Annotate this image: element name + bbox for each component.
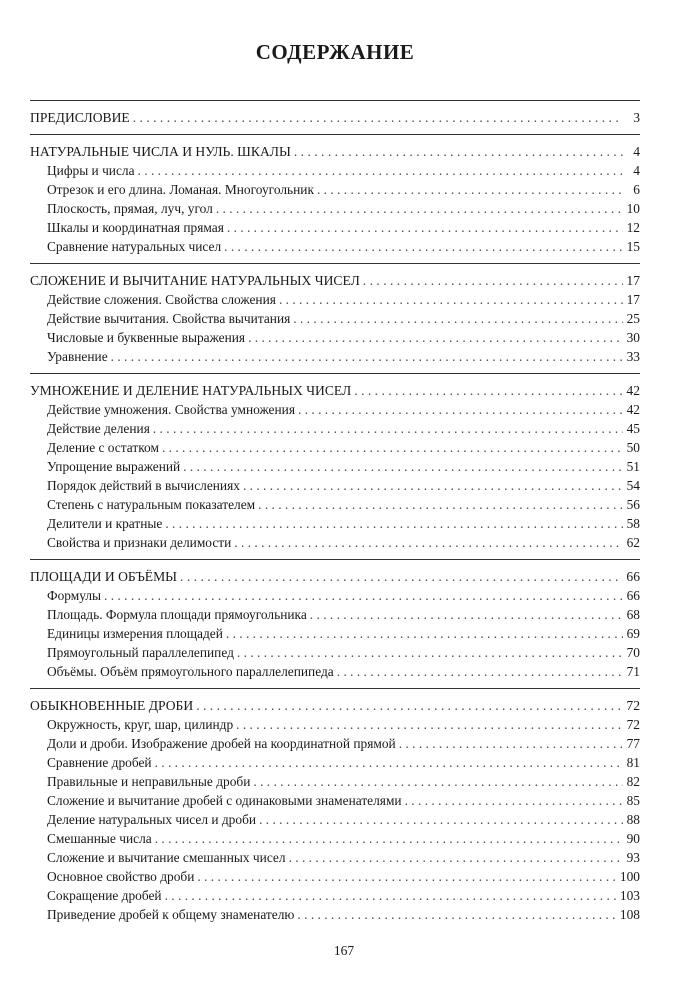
- entry-page-number: 100: [619, 869, 640, 884]
- chapter-title: НАТУРАЛЬНЫЕ ЧИСЛА И НУЛЬ. ШКАЛЫ: [30, 144, 291, 159]
- toc-entry: [30, 848, 640, 867]
- toc-entry: [30, 753, 640, 772]
- dot-leader: [153, 419, 623, 438]
- entry-page-number: 17: [626, 292, 640, 307]
- chapter-title: ПЛОЩАДИ И ОБЪЁМЫ: [30, 569, 178, 584]
- dot-leader: [183, 457, 623, 476]
- toc-entry: [30, 476, 640, 495]
- entry-title: Деление с остатком: [47, 440, 159, 455]
- toc-entry: [30, 400, 640, 419]
- entry-title: Плоскость, прямая, луч, угол: [47, 201, 213, 216]
- entry-page-number: 4: [633, 163, 640, 178]
- chapter-page-number: 17: [626, 273, 640, 288]
- toc-entry: [30, 237, 640, 256]
- entry-title: Делители и кратные: [47, 516, 163, 531]
- dot-leader: [259, 810, 623, 829]
- entry-page-number: 70: [626, 645, 640, 660]
- entry-title: Правильные и неправильные дроби: [47, 774, 251, 789]
- entry-title: Доли и дроби. Изображение дробей на координатной прямой: [47, 736, 396, 751]
- toc-entry: [30, 514, 640, 533]
- toc-entry: [30, 605, 640, 624]
- toc-entry: [30, 199, 640, 218]
- entry-title: Формулы: [47, 588, 102, 603]
- entry-title: Числовые и буквенные выражения: [47, 330, 246, 345]
- dot-leader: [180, 567, 623, 586]
- entry-page-number: 108: [619, 907, 640, 922]
- toc-entry: [30, 734, 640, 753]
- entry-title: Основное свойство дроби: [47, 869, 195, 884]
- entry-page-number: 50: [626, 440, 640, 455]
- toc-chapter-entry: [30, 108, 640, 127]
- page-number: 167: [333, 943, 355, 958]
- dot-leader: [258, 495, 623, 514]
- entry-page-number: 25: [626, 311, 640, 326]
- toc-entry: [30, 309, 640, 328]
- entry-page-number: 82: [626, 774, 640, 789]
- chapter-title: СЛОЖЕНИЕ И ВЫЧИТАНИЕ НАТУРАЛЬНЫХ ЧИСЕЛ: [30, 273, 360, 288]
- entry-title: Объёмы. Объём прямоугольного параллелепипеда: [47, 664, 334, 679]
- entry-page-number: 72: [626, 717, 640, 732]
- toc-entry: [30, 438, 640, 457]
- dot-leader: [248, 328, 623, 347]
- entry-page-number: 71: [626, 664, 640, 679]
- entry-page-number: 85: [626, 793, 640, 808]
- entry-title: Приведение дробей к общему знаменателю: [47, 907, 295, 922]
- toc-entry: [30, 791, 640, 810]
- chapter-page-number: 66: [626, 569, 640, 584]
- dot-leader: [216, 199, 623, 218]
- dot-leader: [289, 848, 623, 867]
- entry-title: Действие вычитания. Свойства вычитания: [47, 311, 291, 326]
- entry-page-number: 66: [626, 588, 640, 603]
- toc-entry: [30, 905, 640, 924]
- entry-title: Сокращение дробей: [47, 888, 162, 903]
- entry-page-number: 42: [626, 402, 640, 417]
- chapter-page-number: 42: [626, 383, 640, 398]
- entry-title: Сложение и вычитание смешанных чисел: [47, 850, 286, 865]
- dot-leader: [234, 533, 623, 552]
- dot-leader: [104, 586, 623, 605]
- dot-leader: [237, 643, 623, 662]
- entry-page-number: 6: [633, 182, 640, 197]
- dot-leader: [138, 161, 623, 180]
- entry-title: Степень с натуральным показателем: [47, 497, 256, 512]
- dot-leader: [196, 696, 623, 715]
- entry-title: Окружность, круг, шар, цилиндр: [47, 717, 234, 732]
- chapter-page-number: 72: [626, 698, 640, 713]
- dot-leader: [279, 290, 623, 309]
- page-title: СОДЕРЖАНИЕ: [255, 40, 415, 64]
- entry-page-number: 88: [626, 812, 640, 827]
- entry-title: Единицы измерения площадей: [47, 626, 223, 641]
- toc-entry: [30, 347, 640, 366]
- toc-chapter: [30, 134, 640, 263]
- entry-page-number: 30: [626, 330, 640, 345]
- toc-entry: [30, 867, 640, 886]
- toc-entry: [30, 161, 640, 180]
- entry-page-number: 68: [626, 607, 640, 622]
- toc-chapter: [30, 263, 640, 373]
- dot-leader: [298, 400, 623, 419]
- dot-leader: [224, 237, 623, 256]
- entry-title: Свойства и признаки делимости: [47, 535, 232, 550]
- dot-leader: [155, 829, 623, 848]
- toc-entry: [30, 715, 640, 734]
- toc-entry: [30, 290, 640, 309]
- entry-title: Прямоугольный параллелепипед: [47, 645, 234, 660]
- entry-page-number: 33: [626, 349, 640, 364]
- toc-entry: [30, 886, 640, 905]
- toc-entry: [30, 457, 640, 476]
- dot-leader: [317, 180, 623, 199]
- dot-leader: [111, 347, 623, 366]
- toc-chapter: [30, 688, 640, 931]
- entry-page-number: 56: [626, 497, 640, 512]
- entry-title: Порядок действий в вычислениях: [47, 478, 240, 493]
- toc-entry: [30, 586, 640, 605]
- dot-leader: [243, 476, 623, 495]
- entry-title: Уравнение: [47, 349, 108, 364]
- dot-leader: [226, 624, 623, 643]
- entry-page-number: 81: [626, 755, 640, 770]
- toc-chapter: [30, 559, 640, 688]
- entry-title: Деление натуральных чисел и дроби: [47, 812, 257, 827]
- entry-title: Сложение и вычитание дробей с одинаковыми знаменателями: [47, 793, 402, 808]
- entry-title: Сравнение дробей: [47, 755, 152, 770]
- toc-entry: [30, 624, 640, 643]
- chapter-title: ПРЕДИСЛОВИЕ: [30, 110, 130, 125]
- dot-leader: [354, 381, 623, 400]
- entry-page-number: 93: [626, 850, 640, 865]
- entry-title: Площадь. Формула площади прямоугольника: [47, 607, 307, 622]
- toc-entry: [30, 810, 640, 829]
- dot-leader: [399, 734, 623, 753]
- entry-page-number: 54: [626, 478, 640, 493]
- table-of-contents: [30, 100, 640, 931]
- entry-title: Шкалы и координатная прямая: [47, 220, 224, 235]
- toc-entry: [30, 643, 640, 662]
- dot-leader: [363, 271, 623, 290]
- entry-page-number: 62: [626, 535, 640, 550]
- toc-entry: [30, 662, 640, 681]
- entry-page-number: 103: [619, 888, 640, 903]
- chapter-page-number: 3: [633, 110, 640, 125]
- dot-leader: [133, 108, 623, 127]
- entry-title: Действие умножения. Свойства умножения: [47, 402, 295, 417]
- toc-chapter-entry: [30, 271, 640, 290]
- dot-leader: [294, 142, 623, 161]
- toc-chapter: [30, 100, 640, 134]
- entry-page-number: 90: [626, 831, 640, 846]
- toc-entry: [30, 180, 640, 199]
- toc-entry: [30, 772, 640, 791]
- toc-entry: [30, 218, 640, 237]
- dot-leader: [162, 438, 623, 457]
- entry-title: Упрощение выражений: [47, 459, 181, 474]
- entry-title: Сравнение натуральных чисел: [47, 239, 222, 254]
- dot-leader: [337, 662, 623, 681]
- toc-entry: [30, 495, 640, 514]
- dot-leader: [155, 753, 623, 772]
- entry-page-number: 58: [626, 516, 640, 531]
- dot-leader: [253, 772, 623, 791]
- dot-leader: [405, 791, 623, 810]
- toc-chapter-entry: [30, 696, 640, 715]
- dot-leader: [293, 309, 623, 328]
- toc-chapter-entry: [30, 567, 640, 586]
- toc-entry: [30, 829, 640, 848]
- entry-page-number: 69: [626, 626, 640, 641]
- entry-page-number: 45: [626, 421, 640, 436]
- toc-entry: [30, 419, 640, 438]
- toc-entry: [30, 533, 640, 552]
- chapter-page-number: 4: [633, 144, 640, 159]
- entry-page-number: 15: [626, 239, 640, 254]
- toc-chapter: [30, 373, 640, 559]
- toc-chapter-entry: [30, 381, 640, 400]
- dot-leader: [310, 605, 623, 624]
- entry-title: Действие сложения. Свойства сложения: [47, 292, 276, 307]
- dot-leader: [227, 218, 623, 237]
- entry-title: Отрезок и его длина. Ломаная. Многоугольник: [47, 182, 314, 197]
- dot-leader: [165, 514, 623, 533]
- entry-title: Цифры и числа: [47, 163, 135, 178]
- entry-page-number: 12: [626, 220, 640, 235]
- dot-leader: [165, 886, 617, 905]
- entry-page-number: 77: [626, 736, 640, 751]
- toc-entry: [30, 328, 640, 347]
- entry-title: Действие деления: [47, 421, 150, 436]
- entry-title: Смешанные числа: [47, 831, 152, 846]
- entry-page-number: 51: [626, 459, 640, 474]
- dot-leader: [236, 715, 623, 734]
- chapter-title: ОБЫКНОВЕННЫЕ ДРОБИ: [30, 698, 194, 713]
- dot-leader: [297, 905, 616, 924]
- chapter-title: УМНОЖЕНИЕ И ДЕЛЕНИЕ НАТУРАЛЬНЫХ ЧИСЕЛ: [30, 383, 352, 398]
- entry-page-number: 10: [626, 201, 640, 216]
- dot-leader: [197, 867, 617, 886]
- toc-chapter-entry: [30, 142, 640, 161]
